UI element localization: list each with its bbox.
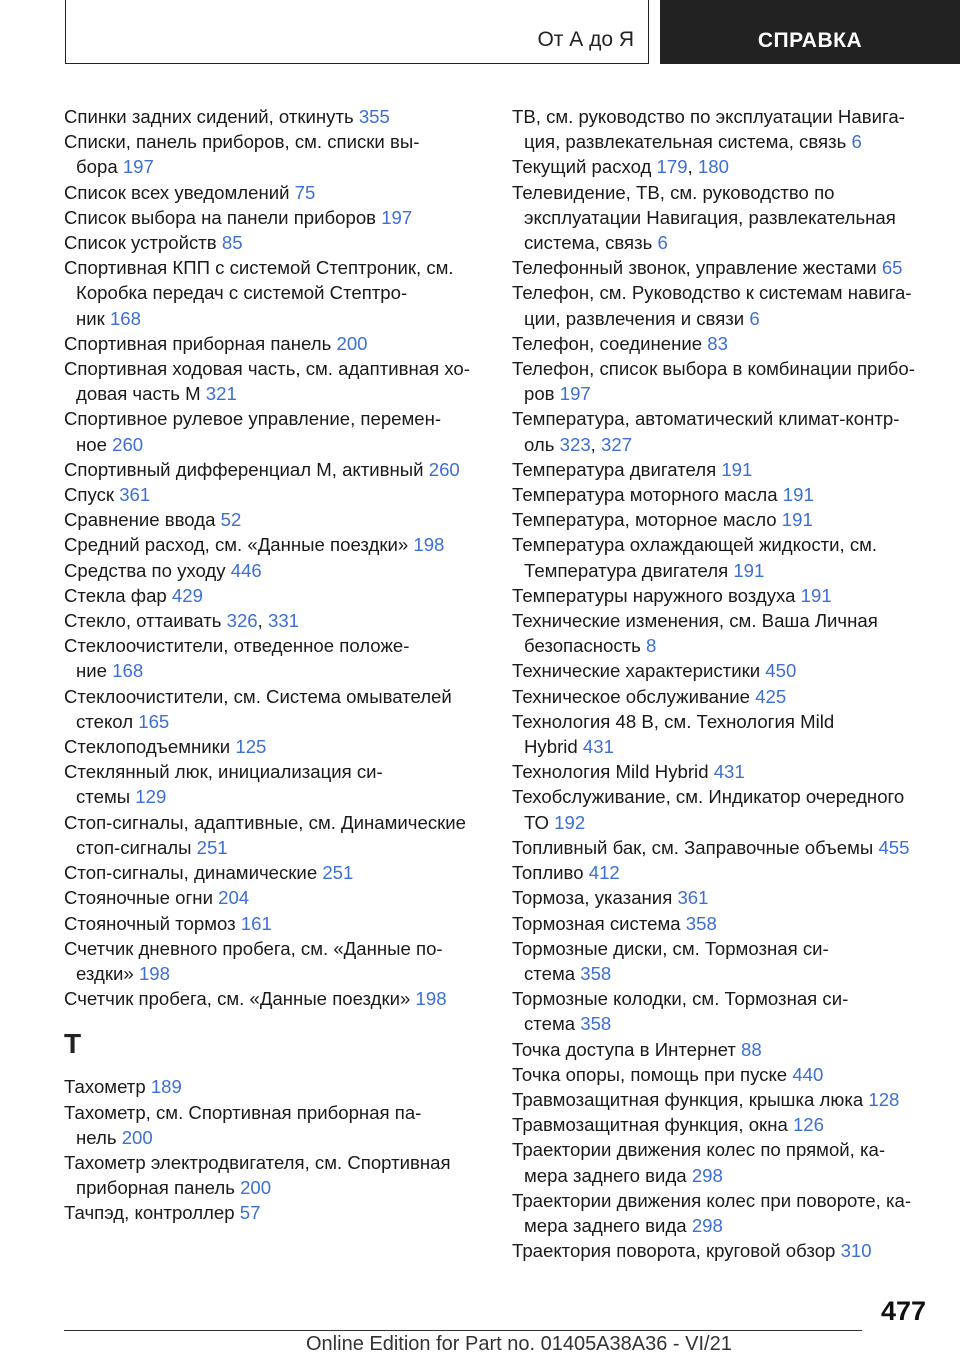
section-tab[interactable] (660, 0, 960, 64)
index-entry-text: ние (76, 660, 113, 682)
chapter-title: От А до Я (537, 28, 634, 51)
index-entry-text: Технология 48 В, см. Технология Mild (512, 710, 835, 732)
page-reference-link[interactable]: 6 (749, 307, 760, 329)
index-entry (64, 406, 484, 456)
index-entry (64, 356, 484, 406)
page-reference-link[interactable]: 331 (267, 610, 300, 632)
page-reference-link[interactable]: 126 (792, 1114, 824, 1136)
index-entry-text: Топливный бак, см. Заправочные объемы (512, 836, 879, 858)
page-reference-link[interactable]: 129 (135, 786, 167, 808)
page-reference-link[interactable]: 88 (741, 1038, 762, 1060)
index-entry (64, 1200, 484, 1225)
index-entry-text: приборная панель (76, 1177, 241, 1199)
index-entry: Стекло, оттаивать 326, 331 (64, 610, 300, 632)
index-entry-text: Тачпэд, контроллер (64, 1202, 240, 1224)
index-entry-text: ров (524, 383, 560, 405)
index-entry-text: Стеклоподъемники (64, 736, 236, 758)
index-entry (64, 129, 484, 179)
index-entry (64, 1150, 484, 1200)
index-entry (512, 280, 932, 330)
page-reference-link[interactable]: 83 (707, 332, 728, 354)
page-reference-link[interactable]: 198 (415, 988, 447, 1010)
page-reference-link[interactable]: 412 (588, 862, 620, 884)
index-entry-text: стема (524, 962, 581, 984)
page-reference-link[interactable]: 198 (413, 534, 445, 556)
index-entry (512, 532, 932, 582)
index-entry-text: Список всех уведомлений (64, 181, 295, 203)
page-reference-link[interactable]: 361 (677, 887, 709, 909)
index-entry (64, 205, 484, 230)
index-entry-text: Сравнение ввода (64, 509, 221, 531)
index-entry (512, 1062, 932, 1087)
index-entry (64, 255, 484, 331)
page-reference-link[interactable]: 358 (580, 962, 612, 984)
index-entry-text: Счетчик пробега, см. «Данные поездки» (64, 988, 416, 1010)
index-entries-s (64, 104, 484, 1011)
page-reference-link[interactable]: 251 (196, 836, 228, 858)
page-reference-link[interactable]: 355 (358, 106, 390, 127)
index-entry (64, 180, 484, 205)
index-entry (64, 104, 484, 129)
page-reference-link[interactable]: 191 (782, 484, 814, 506)
index-entry-text: Стеклоочистители, см. Система омывателей (64, 685, 452, 707)
index-entry-text: Телефон, см. Руководство к системам навига- (512, 282, 912, 304)
index-entry-text: Травмозащитная функция, крышка люка (512, 1088, 869, 1110)
index-entry (64, 633, 484, 683)
page-reference-link[interactable]: 431 (713, 761, 745, 783)
index-entry-text: Стекла фар (64, 584, 172, 606)
page-reference-link[interactable]: 251 (322, 862, 354, 884)
index-entry (512, 759, 932, 784)
index-entry-text: Спортивная приборная панель (64, 332, 337, 354)
index-entries-t (64, 1074, 484, 1225)
page-reference-link[interactable]: 260 (112, 433, 144, 455)
page-reference-link[interactable]: 189 (150, 1076, 182, 1098)
page-reference-link[interactable]: 358 (685, 912, 717, 934)
index-entry-text: Средний расход, см. «Данные поездки» (64, 534, 414, 556)
index-entry-text: Спортивный дифференциал M, активный (64, 458, 429, 480)
index-entry-text: Тормозные диски, см. Тормозная си- (512, 937, 829, 959)
index-entry (64, 734, 484, 759)
index-entry-text: Спинки задних сидений, откинуть (64, 106, 359, 127)
page-reference-link[interactable]: 446 (230, 559, 262, 581)
chapter-tab[interactable] (65, 0, 649, 64)
page-reference-link[interactable]: 8 (646, 635, 657, 657)
page-reference-link[interactable]: 298 (691, 1214, 723, 1236)
page-reference-link[interactable]: 200 (336, 332, 368, 354)
page-reference-link[interactable]: 75 (294, 181, 316, 203)
index-entry-text: Тахометр (64, 1076, 151, 1098)
page-reference-link[interactable]: 168 (112, 660, 144, 682)
index-entry (512, 482, 932, 507)
page-reference-link[interactable]: 204 (218, 887, 250, 909)
index-entry (64, 1100, 484, 1150)
index-entry-text: Температура моторного масла (512, 484, 783, 506)
footer-edition: Online Edition for Part no. 01405A38A36 - VI/21 (306, 1333, 732, 1355)
index-entry-text: Техобслуживание, см. Индикатор очередного (512, 786, 905, 808)
page-reference-link[interactable]: 125 (235, 736, 267, 758)
index-entry (512, 104, 932, 154)
page-reference-link[interactable]: 197 (559, 383, 591, 405)
page-reference-link[interactable]: 6 (657, 232, 668, 254)
index-entry-text: Список устройств (64, 232, 222, 254)
index-entry-text: Коробка передач с системой Стептро- (76, 282, 408, 304)
index-entry-text: Топливо (512, 862, 589, 884)
index-entry-text: Спортивная КПП с системой Стептроник, см. (64, 257, 454, 279)
index-entry-text: безопасность (524, 635, 647, 657)
index-entry-text: Спортивная ходовая часть, см. адаптивная хо- (64, 358, 470, 380)
page-reference-link[interactable]: 429 (171, 584, 203, 606)
index-letter-heading: Т (64, 1028, 82, 1060)
index-entry-text: Температура, моторное масло (512, 509, 782, 531)
index-entry-text: стоп-сигналы (76, 836, 197, 858)
index-entry-text: ное (76, 433, 113, 455)
index-entry-text: Средства по уходу (64, 559, 231, 581)
index-entry (512, 331, 932, 356)
index-entry (64, 936, 484, 986)
index-entry (512, 1087, 932, 1112)
index-entry (512, 684, 932, 709)
page-reference-link[interactable]: 425 (755, 685, 787, 707)
index-entry-text: Точка доступа в Интернет (512, 1038, 741, 1060)
page-reference-link[interactable]: 197 (122, 156, 154, 178)
index-entry-text: Тормозная система (512, 912, 686, 934)
index-entry (64, 457, 484, 482)
index-entry-text: ции, развлечения и связи (524, 307, 750, 329)
index-entry: Температура, автоматический климат-контр- оль 323, 327 (512, 408, 900, 455)
index-entry (64, 532, 484, 557)
page-reference-link[interactable]: 161 (240, 912, 272, 934)
index-entry (64, 684, 484, 734)
index-entry-text: Стоп-сигналы, адаптивные, см. Динамические (64, 811, 466, 833)
page-reference-link[interactable]: 440 (792, 1063, 824, 1085)
index-entry (512, 658, 932, 683)
page-reference-link[interactable]: 168 (109, 307, 141, 329)
page-reference-link[interactable]: 327 (601, 433, 633, 455)
page-reference-link[interactable]: 179 (656, 156, 688, 178)
page-reference-link[interactable]: 192 (554, 811, 586, 833)
page-reference-link[interactable]: 52 (220, 509, 242, 531)
index-entry-text: ездки» (76, 962, 139, 984)
index-entry-text: стекол (76, 710, 139, 732)
index-entry-text: Технические изменения, см. Ваша Личная (512, 610, 878, 632)
index-entry (64, 1074, 484, 1099)
page-reference-link[interactable]: 198 (138, 962, 170, 984)
page-reference-link[interactable]: 310 (840, 1240, 872, 1262)
index-entry (64, 986, 484, 1011)
index-entry-text: ТО (524, 811, 555, 833)
index-entry-text: Списки, панель приборов, см. списки вы- (64, 131, 420, 153)
index-column-left (64, 104, 484, 1226)
index-entry-text: ция, развлекательная система, связь (524, 131, 852, 153)
page-reference-link[interactable]: 323 (559, 433, 591, 455)
index-entry (64, 759, 484, 809)
index-entry (512, 608, 932, 658)
index-entry-text: Точка опоры, помощь при пуске (512, 1063, 793, 1085)
index-entry-text: оль (524, 433, 560, 455)
page-reference-link[interactable]: 6 (851, 131, 862, 153)
index-entry (512, 180, 932, 256)
page-reference-link[interactable]: 326 (226, 610, 258, 632)
index-entry (512, 936, 932, 986)
page-reference-link[interactable]: 57 (239, 1202, 261, 1224)
index-entry (512, 911, 932, 936)
index-entry (64, 558, 484, 583)
index-entry-text: Стояночные огни (64, 887, 219, 909)
index-entry (512, 1188, 932, 1238)
page-reference-link[interactable]: 298 (691, 1164, 723, 1186)
index-entry: Текущий расход 179, 180 (512, 156, 729, 178)
index-entry-text: Температура двигателя (512, 458, 722, 480)
index-entry-text: Текущий расход (512, 156, 657, 178)
index-entry-text: Стеклоочистители, отведенное положе- (64, 635, 410, 657)
index-entry-text: ник (76, 307, 110, 329)
index-entry-text: Телефонный звонок, управление жестами (512, 257, 882, 279)
page-reference-link[interactable]: 358 (580, 1013, 612, 1035)
index-entry (512, 507, 932, 532)
index-entry (512, 1112, 932, 1137)
index-entry-text: Спортивное рулевое управление, перемен- (64, 408, 442, 430)
index-entry-text: Траектория поворота, круговой обзор (512, 1240, 841, 1262)
page-reference-link[interactable]: 200 (121, 1126, 153, 1148)
index-entry-text: эксплуатации Навигация, развлекательная (524, 206, 896, 228)
index-entry (512, 885, 932, 910)
index-entry-text: стемы (76, 786, 136, 808)
index-entry (64, 583, 484, 608)
page-reference-link[interactable]: 165 (138, 710, 170, 732)
index-entry (64, 911, 484, 936)
page-reference-link[interactable]: 128 (868, 1088, 900, 1110)
index-entry-text: Телефон, соединение (512, 332, 708, 354)
index-entry-text: Температуры наружного воздуха (512, 584, 801, 606)
footer-divider (64, 1330, 862, 1331)
index-entry (512, 1137, 932, 1187)
index-entry-text: Траектории движения колес при повороте, ка- (512, 1189, 912, 1211)
index-entry-text: ТВ, см. руководство по эксплуатации Навига- (512, 106, 905, 127)
index-entry (64, 885, 484, 910)
index-column-right (512, 104, 932, 1263)
index-entry-text: Телевидение, ТВ, см. руководство по (512, 181, 835, 203)
index-entry (64, 331, 484, 356)
index-entry-text: Технология Mild Hybrid (512, 761, 714, 783)
page-reference-link[interactable]: 321 (205, 383, 237, 405)
index-entry-text: мера заднего вида (524, 1164, 692, 1186)
index-entry (64, 507, 484, 532)
index-entry (512, 255, 932, 280)
page-number: 477 (880, 1296, 926, 1326)
index-entry-text: нель (76, 1126, 122, 1148)
index-entry-text: Температура охлаждающей жидкости, см. (512, 534, 878, 556)
index-entry (512, 457, 932, 482)
index-entry-text: довая часть M (76, 383, 206, 405)
page-reference-link[interactable]: 191 (781, 509, 813, 531)
index-entry (512, 835, 932, 860)
index-entry (512, 356, 932, 406)
index-entry-text: Травмозащитная функция, окна (512, 1114, 793, 1136)
section-title: СПРАВКА (757, 29, 863, 52)
index-entry-text: Тормозные колодки, см. Тормозная си- (512, 988, 849, 1010)
page-reference-link[interactable]: 197 (381, 206, 413, 228)
page-reference-link[interactable]: 260 (428, 458, 460, 480)
index-entry-text: Стояночный тормоз (64, 912, 241, 934)
index-entry-text: Счетчик дневного пробега, см. «Данные по- (64, 937, 443, 959)
page-reference-link[interactable]: 85 (221, 232, 243, 254)
page-reference-link[interactable]: 191 (721, 458, 753, 480)
index-entry-text: Тахометр электродвигателя, см. Спортивная (64, 1151, 451, 1173)
index-entry-text: система, связь (524, 232, 658, 254)
index-entry-text: Температура двигателя (524, 559, 734, 581)
index-entry (512, 583, 932, 608)
index-entries-t-continued (512, 104, 932, 1263)
index-entry-text: Траектории движения колес по прямой, ка- (512, 1139, 886, 1161)
index-entry (64, 810, 484, 860)
index-entry-text: Тормоза, указания (512, 887, 678, 909)
page-reference-link[interactable]: 191 (733, 559, 765, 581)
page-reference-link[interactable]: 455 (878, 836, 910, 858)
page-reference-link[interactable]: 180 (697, 156, 729, 178)
index-entry-text: Техническое обслуживание (512, 685, 756, 707)
page-reference-link[interactable]: 431 (582, 736, 614, 758)
index-entry (512, 860, 932, 885)
page-reference-link[interactable]: 361 (119, 484, 151, 506)
index-entry (64, 482, 484, 507)
index-entry (512, 1238, 932, 1263)
index-entry (512, 986, 932, 1036)
index-entry-text: Стекло, оттаивать (64, 610, 227, 632)
page-reference-link[interactable]: 200 (240, 1177, 272, 1199)
index-entry (512, 709, 932, 759)
index-entry (512, 784, 932, 834)
index-entry-text: бора (76, 156, 123, 178)
page-reference-link[interactable]: 65 (881, 257, 903, 279)
index-entry (64, 860, 484, 885)
index-entry-text: Тахометр, см. Спортивная приборная па- (64, 1101, 422, 1123)
index-entry-text: Список выбора на панели приборов (64, 206, 382, 228)
page-reference-link[interactable]: 191 (800, 584, 832, 606)
index-entry (512, 1037, 932, 1062)
index-entry-text: Спуск (64, 484, 120, 506)
page-reference-link[interactable]: 450 (765, 660, 797, 682)
index-entry-text: стема (524, 1013, 581, 1035)
index-entry-text: Стоп-сигналы, динамические (64, 862, 323, 884)
index-entry (64, 230, 484, 255)
index-entry-text: Hybrid (524, 736, 583, 758)
index-entry-text: мера заднего вида (524, 1214, 692, 1236)
index-entry-text: Температура, автоматический климат-контр- (512, 408, 900, 430)
index-entry-text: Стеклянный люк, инициализация си- (64, 761, 383, 783)
index-entry-text: Телефон, список выбора в комбинации прибо- (512, 358, 915, 380)
index-entry-text: Технические характеристики (512, 660, 766, 682)
